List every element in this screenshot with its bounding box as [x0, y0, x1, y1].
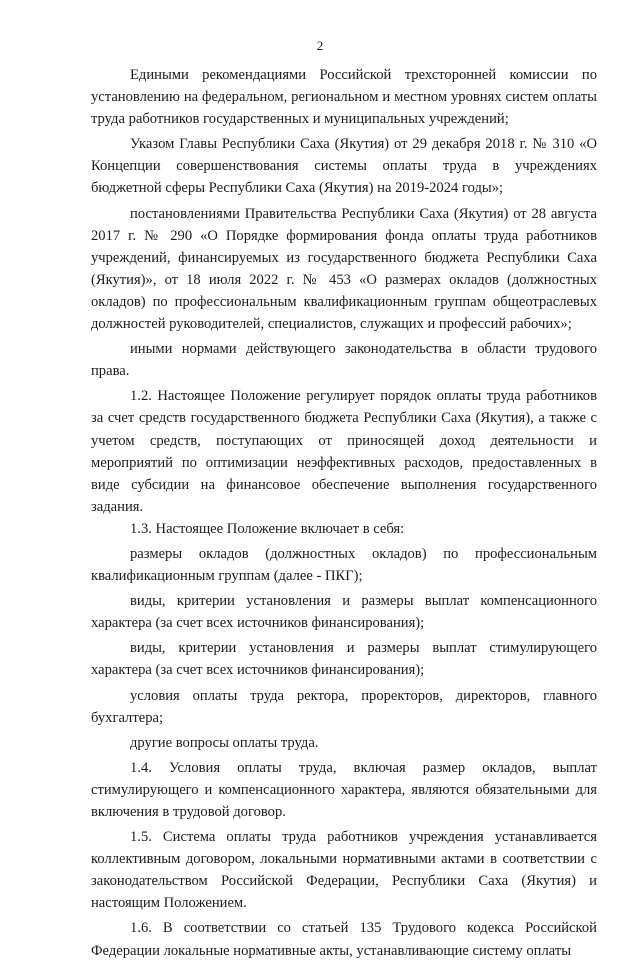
paragraph-1-2: 1.2. Настоящее Положение регулирует порядок оплаты труда работников за счет средств государственного бюджета Республики Саха (Якутия), а также с учетом средств, поступающих от приносящей доход деятельности и мероприятий по оптимизации неэффективных расходов, предоставленных в виде субсидии на финансовое обеспечение выполнения государственного задания.: [91, 388, 597, 515]
list-item-incentive-payments: виды, критерии установления и размеры выплат стимулирующего характера (за счет всех источников финансирования);: [91, 640, 597, 679]
paragraph-labor-legislation: иными нормами действующего законодательства в области трудового права.: [91, 341, 597, 380]
page-number: 2: [316, 38, 324, 53]
paragraph-recommendations: Едиными рекомендациями Российской трехсторонней комиссии по установлению на федеральном, региональном и местном уровнях систем оплаты труда работников государственных и муниципальных учреждений;: [91, 67, 597, 128]
list-item-other-questions: другие вопросы оплаты труда.: [130, 734, 319, 751]
paragraph-1-6: 1.6. В соответствии со статьей 135 Трудового кодекса Российской Федерации локальные нормативные акты, устанавливающие систему оплаты: [91, 920, 597, 959]
paragraph-1-3: 1.3. Настоящее Положение включает в себя:: [130, 520, 405, 537]
paragraph-government-resolutions: постановлениями Правительства Республики Саха (Якутия) от 28 августа 2017 г. № 290 «О Порядке формирования фонда оплаты труда работников учреждений, финансируемых из государственного бюджета Республики Саха (Якутия)», от 18 июля 2022 г. № 453 «О размерах окладов (должностных окладов) по профессиональным квалификационным группам общеотраслевых должностей руководителей, специалистов, служащих и профессий рабочих»;: [91, 205, 597, 333]
document-body: [91, 64, 597, 962]
list-item-salary-sizes: размеры окладов (должностных окладов) по профессиональным квалификационным группам (далее - ПКГ);: [91, 545, 597, 585]
list-item-compensation-payments: виды, критерии установления и размеры выплат компенсационного характера (за счет всех источников финансирования);: [91, 593, 597, 632]
paragraph-1-4: 1.4. Условия оплаты труда, включая размер окладов, выплат стимулирующего и компенсационного характера, являются обязательными для включения в трудовой договор.: [91, 759, 597, 820]
paragraph-decree-310: Указом Главы Республики Саха (Якутия) от 29 декабря 2018 г. № 310 «О Концепции совершенствования системы оплаты труда в учреждениях бюджетной сферы Республики Саха (Якутия) на 2019-2024 годы»;: [91, 136, 597, 197]
list-item-management-pay: условия оплаты труда ректора, проректоров, директоров, главного бухгалтера;: [91, 687, 597, 726]
paragraph-1-5: 1.5. Система оплаты труда работников учреждения устанавливается коллективным договором, локальными нормативными актами в соответствии с законодательством Российской Федерации, Республики Саха (Якутия) и настоящим Положением.: [91, 829, 597, 912]
